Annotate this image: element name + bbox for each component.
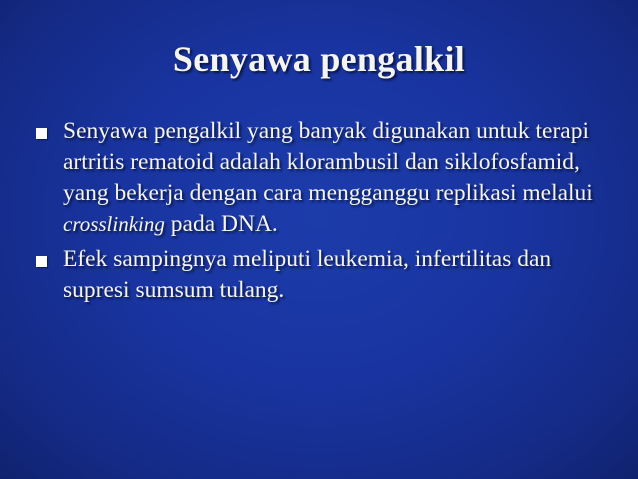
bullet-text-italic-term: crosslinking	[63, 212, 165, 236]
bullet-list	[36, 116, 606, 310]
square-bullet-icon	[36, 128, 47, 139]
square-bullet-icon	[36, 256, 47, 267]
bullet-text	[63, 118, 593, 237]
bullet-text: Efek sampingnya meliputi leukemia, infertilitas dan supresi sumsum tulang.	[63, 246, 552, 303]
bullet-item-alkylating-agents	[36, 116, 606, 240]
bullet-text-main: Senyawa pengalkil yang banyak digunakan untuk terapi artritis rematoid adalah klorambusil dan siklofosfamid, yang bekerja dengan cara mengganggu replikasi melalui	[63, 118, 593, 206]
slide-title: Senyawa pengalkil	[172, 39, 466, 79]
bullet-text-end: pada DNA.	[164, 211, 278, 237]
bullet-item-side-effects	[36, 244, 606, 306]
